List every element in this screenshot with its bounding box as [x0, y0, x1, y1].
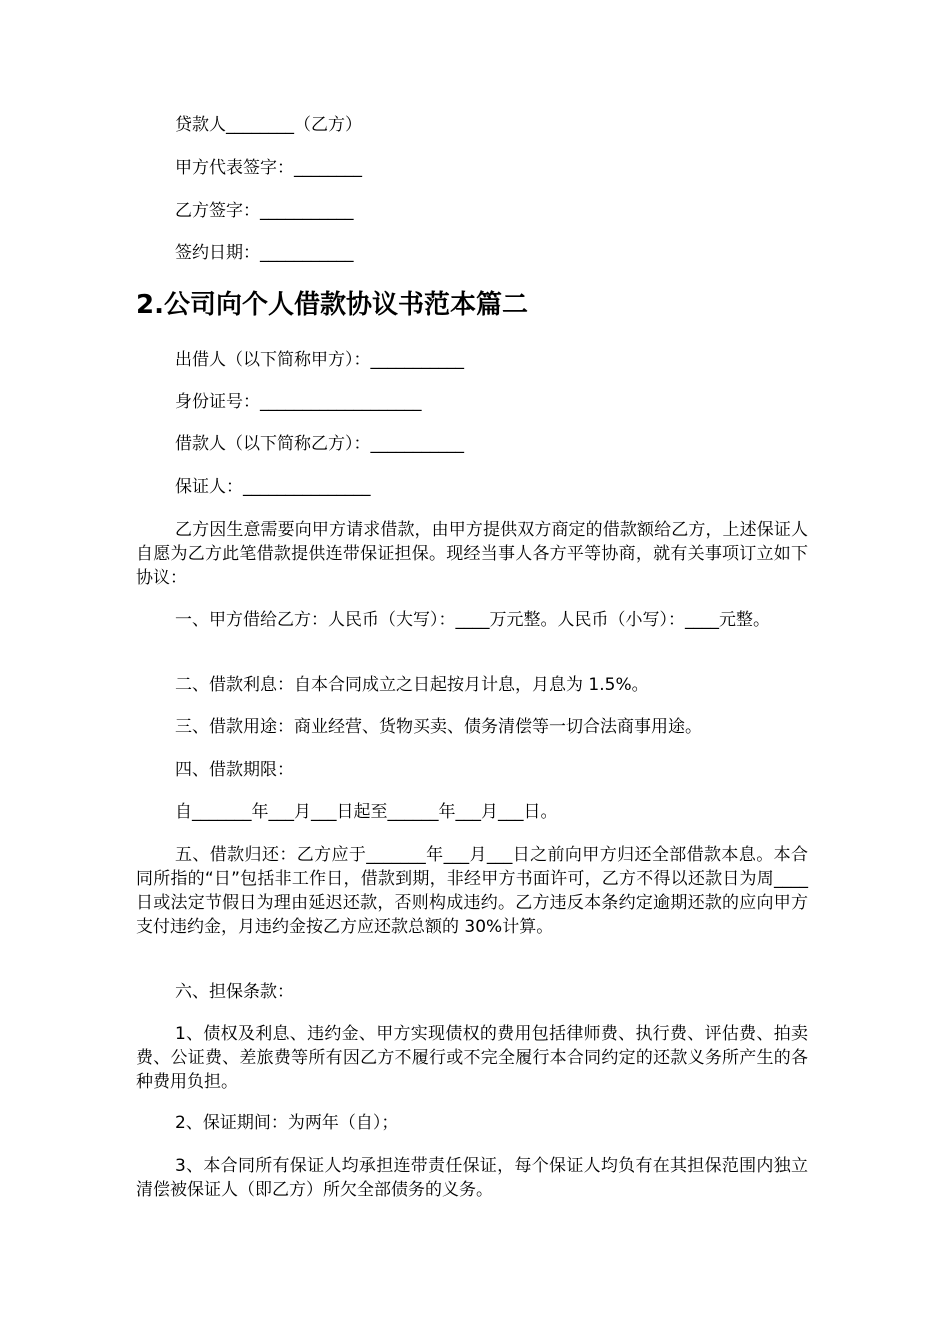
- guarantor-line: 保证人：_______________: [175, 477, 371, 497]
- guarantee-item-2: 2、保证期间：为两年（自）；: [175, 1113, 399, 1133]
- clause-term-dates: 自_______年___月___日起至______年___月___日。: [175, 802, 558, 822]
- section-title: 2.公司向个人借款协议书范本篇二: [136, 290, 528, 320]
- id-number-line: 身份证号：___________________: [175, 392, 422, 412]
- intro-paragraph: 乙方因生意需要向甲方请求借款，由甲方提供双方商定的借款额给乙方，上述保证人自愿为乙方此笔借款提供连带保证担保。现经当事人各方平等协商，就有关事项订立如下协议：: [136, 520, 808, 588]
- clause-interest: 二、借款利息：自本合同成立之日起按月计息，月息为 1.5%。: [175, 675, 649, 695]
- clause-purpose: 三、借款用途：商业经营、货物买卖、债务清偿等一切合法商事用途。: [175, 717, 702, 737]
- party-a-representative-signature-line: 甲方代表签字：________: [175, 158, 362, 178]
- clause-guarantee-heading: 六、担保条款：: [175, 982, 294, 1002]
- borrower-party-line: 借款人（以下简称乙方）：___________: [175, 434, 464, 454]
- lender-signature-line: 贷款人________（乙方）: [175, 115, 362, 135]
- party-b-signature-line: 乙方签字：___________: [175, 201, 354, 221]
- guarantee-item-1: 1、债权及利息、违约金、甲方实现债权的费用包括律师费、执行费、评估费、拍卖费、公证费、差旅费等所有因乙方不履行或不完全履行本合同约定的还款义务所产生的各种费用负担。: [136, 1024, 808, 1092]
- guarantee-item-3: 3、本合同所有保证人均承担连带责任保证，每个保证人均负有在其担保范围内独立清偿被保证人（即乙方）所欠全部债务的义务。: [136, 1156, 808, 1200]
- clause-loan-amount: 一、甲方借给乙方：人民币（大写）：____万元整。人民币（小写）：____元整。: [175, 610, 770, 630]
- signing-date-line: 签约日期：___________: [175, 243, 354, 263]
- lender-party-line: 出借人（以下简称甲方）：___________: [175, 350, 464, 370]
- clause-term-heading: 四、借款期限：: [175, 760, 294, 780]
- clause-repayment: 五、借款归还：乙方应于_______年___月___日之前向甲方归还全部借款本息。本合同所指的“日”包括非工作日，借款到期，非经甲方书面许可，乙方不得以还款日为周____日或法定节假日为理由延迟还款，否则构成违约。乙方违反本条约定逾期还款的应向甲方支付违约金，月违约金按乙方应还款总额的 30%计算。: [136, 845, 808, 937]
